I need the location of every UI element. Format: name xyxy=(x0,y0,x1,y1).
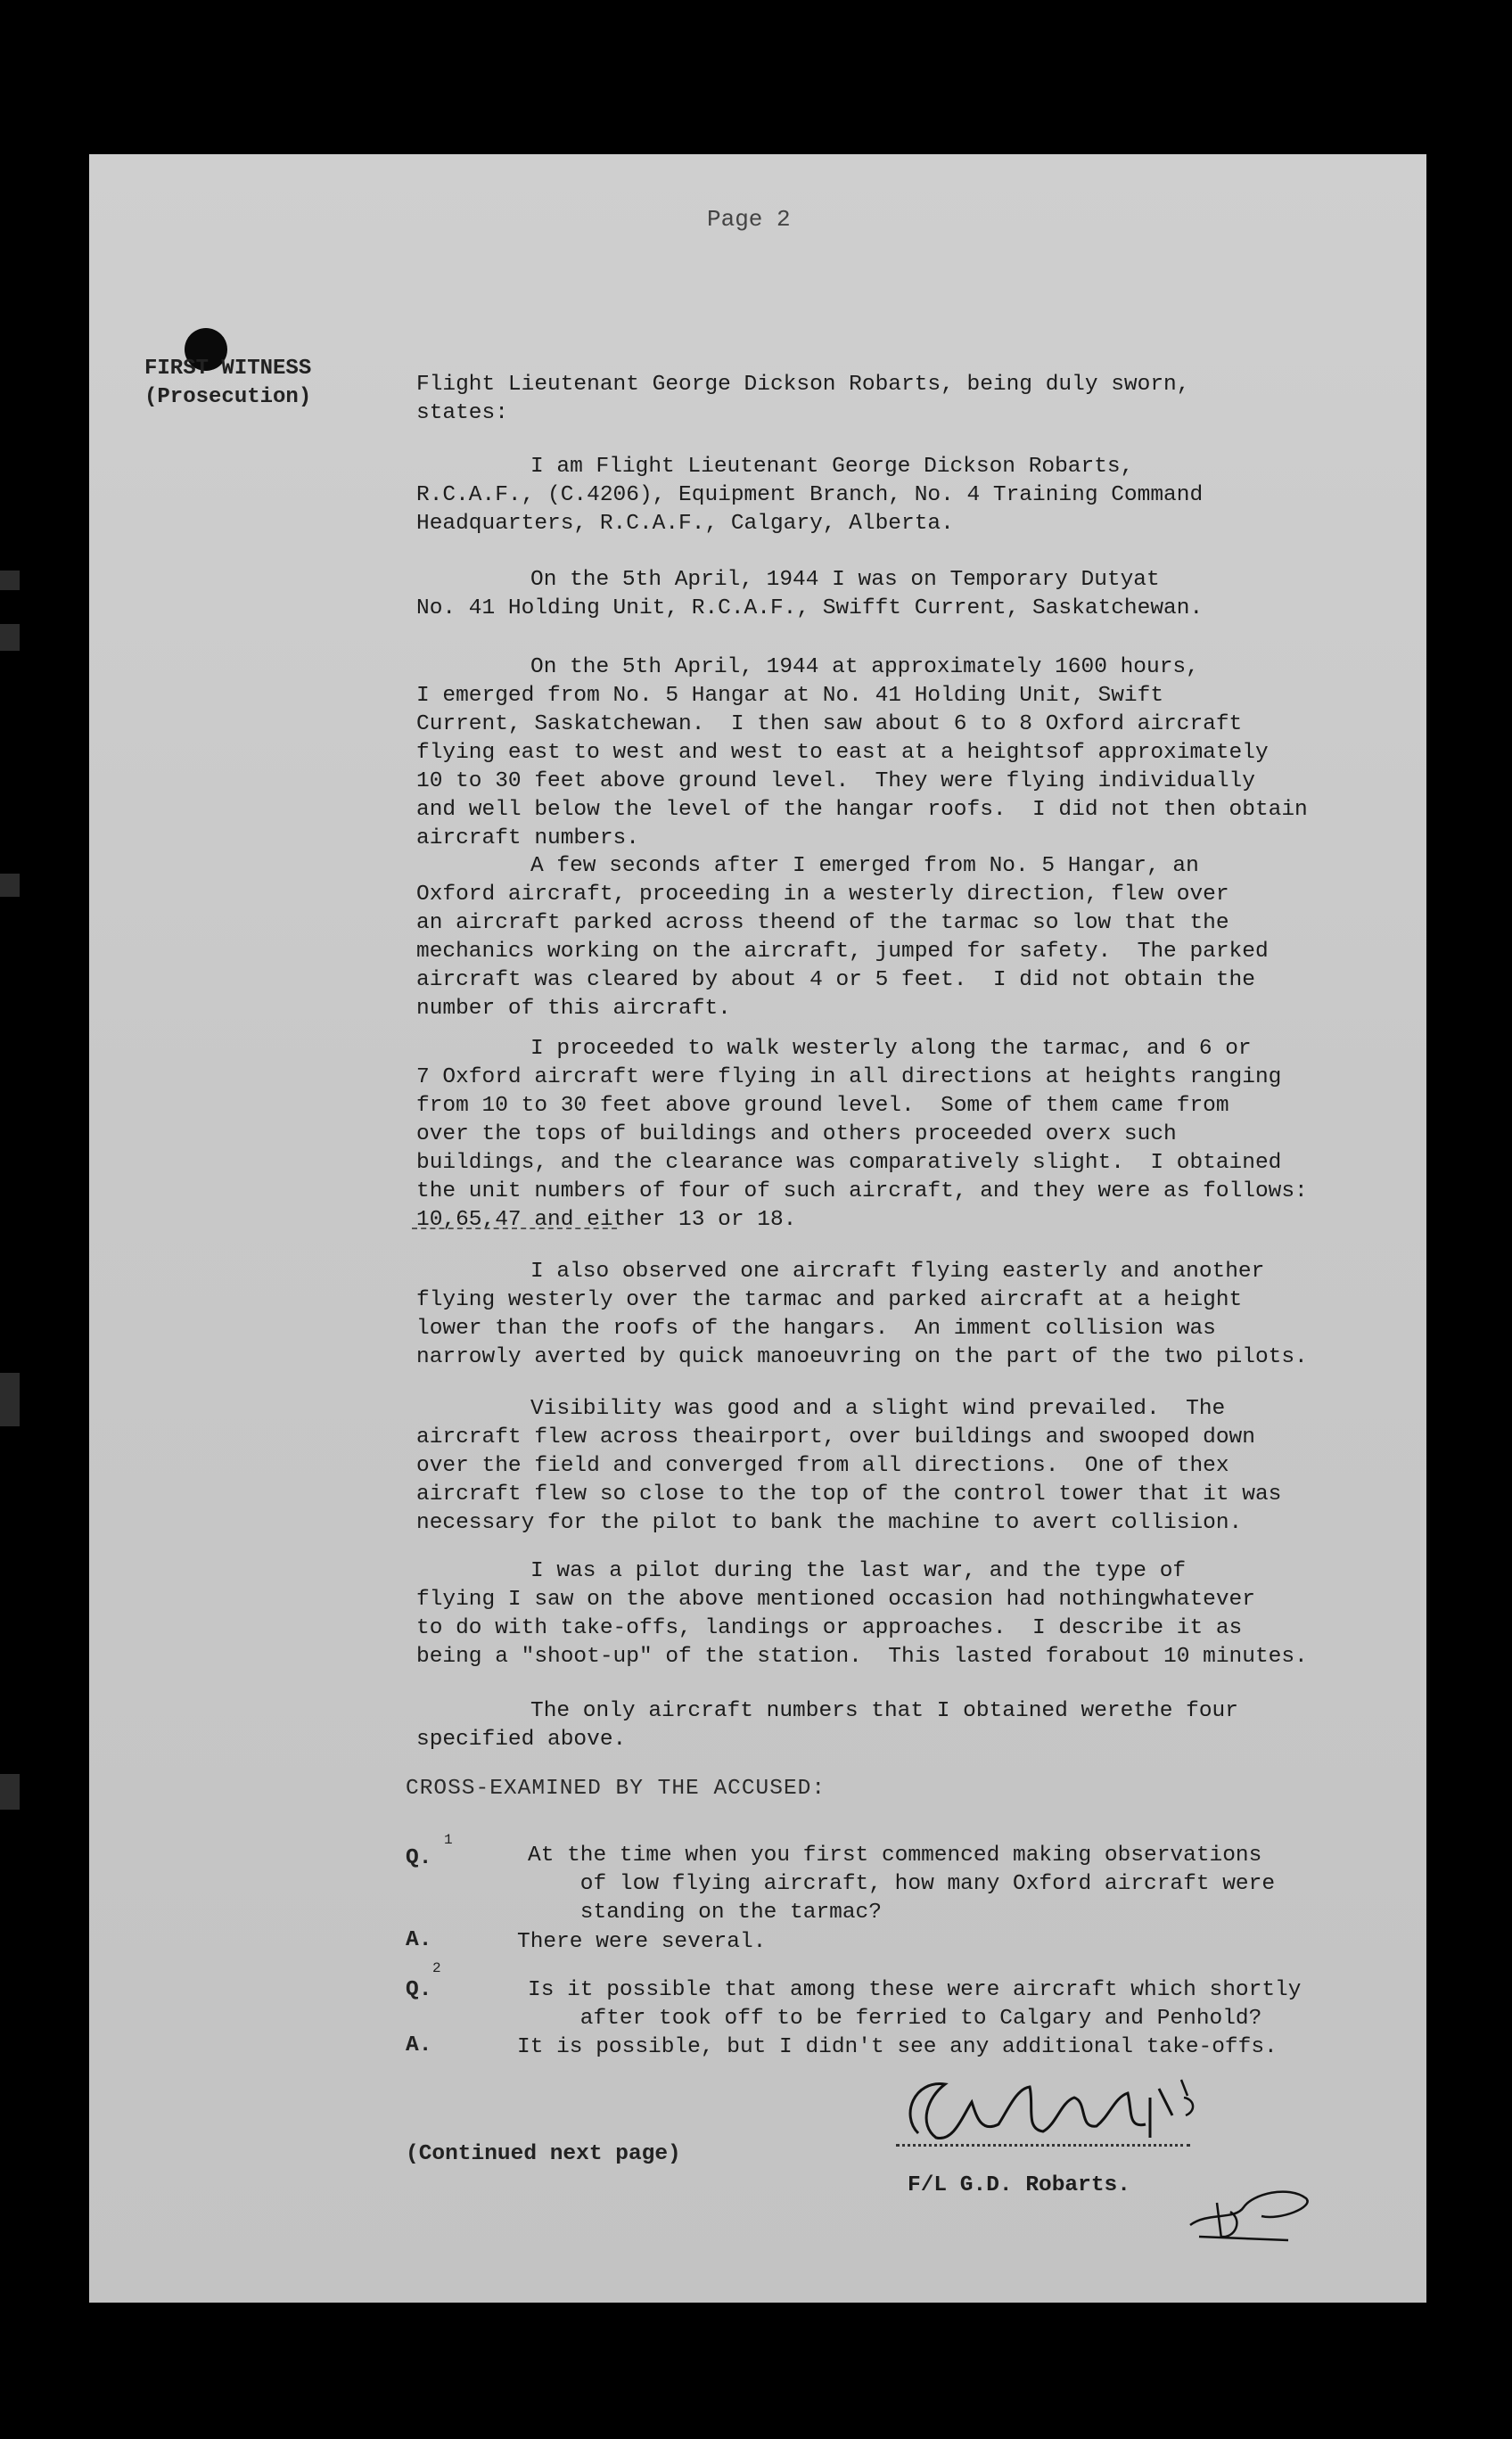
page-number: Page 2 xyxy=(707,206,791,233)
witness-label-line2: (Prosecution) xyxy=(144,385,312,409)
film-edge-mark xyxy=(0,1774,20,1810)
signature-line xyxy=(896,2144,1190,2147)
paragraph-summary: The only aircraft numbers that I obtained werethe four specified above. xyxy=(416,1699,1238,1752)
qa-text: There were several. xyxy=(517,1930,767,1954)
qa-label: A. xyxy=(406,1928,432,1952)
witness-label-line1: FIRST WITNESS xyxy=(144,357,312,381)
qa-label: Q. xyxy=(406,1846,432,1870)
witness-label xyxy=(144,355,311,412)
paragraph-unit-numbers: I proceeded to walk westerly along the tarmac, and 6 or 7 Oxford aircraft were flying in all directions at heights ranging from 10 to 30 feet above ground level. Some of them came from over the tops of buildings and others proceeded overx such buildings, and the clearance was comparatively slight. I obtained the unit numbers of four of such aircraft, and they were as follows: 10,65,47 and either 13 or 18. xyxy=(416,1037,1308,1232)
handwritten-underline xyxy=(412,1224,617,1229)
handwritten-initials xyxy=(1181,2176,1324,2247)
qa-text: Is it possible that among these were aircraft which shortly after took off to be ferried to Calgary and Penhold? xyxy=(528,1978,1302,2031)
qa-text: At the time when you first commenced making observations of low flying aircraft, how many Oxford aircraft were standing on the tarmac? xyxy=(528,1844,1276,1925)
paragraph-collision: I also observed one aircraft flying easterly and another flying westerly over the tarmac and parked aircraft at a height lower than the roofs of the hangars. An imment collision was narrowly averted by quick manoeuvring on the part of the two pilots. xyxy=(416,1260,1308,1369)
qa-text: It is possible, but I didn't see any additional take-offs. xyxy=(517,2035,1278,2059)
paragraph-duty: On the 5th April, 1944 I was on Temporary Dutyat No. 41 Holding Unit, R.C.A.F., Swifft Current, Saskatchewan. xyxy=(416,568,1204,620)
qa-number: 2 xyxy=(432,1960,441,1976)
qa-label: A. xyxy=(406,2033,432,2057)
paragraph-observation: On the 5th April, 1944 at approximately 1600 hours, I emerged from No. 5 Hangar at No. 41 Holding Unit, Swift Current, Saskatchewan. I then saw about 6 to 8 Oxford aircraft flying east to west and west to east at a heightsof approximately 10 to 30 feet above ground level. They were flying individually and well below the level of the hangar roofs. I did not then obtain aircraft numbers. xyxy=(416,655,1308,850)
qa-label: Q. xyxy=(406,1978,432,2002)
film-edge-mark xyxy=(0,571,20,590)
film-edge-mark xyxy=(0,1373,20,1426)
cross-examination-heading: CROSS-EXAMINED BY THE ACCUSED: xyxy=(406,1777,826,1801)
film-edge-mark xyxy=(0,624,20,651)
paragraph-identity: I am Flight Lieutenant George Dickson Robarts, R.C.A.F., (C.4206), Equipment Branch, No. 4 Training Command Headquarters, R.C.A.F., Calgary, Alberta. xyxy=(416,455,1204,536)
continued-note: (Continued next page) xyxy=(406,2142,681,2166)
paragraph-intro: Flight Lieutenant George Dickson Robarts, being duly sworn, states: xyxy=(416,373,1190,425)
document-page xyxy=(89,154,1426,2303)
qa-number: 1 xyxy=(444,1832,453,1848)
film-edge-mark xyxy=(0,874,20,897)
paragraph-shoot-up: I was a pilot during the last war, and the type of flying I saw on the above mentioned occasion had nothingwhatever to do with take-offs, landings or approaches. I describe it as being a "shoot-up" of the station. This lasted forabout 10 minutes. xyxy=(416,1559,1308,1669)
signature-name: F/L G.D. Robarts. xyxy=(908,2173,1130,2197)
paragraph-parked-aircraft: A few seconds after I emerged from No. 5 Hangar, an Oxford aircraft, proceeding in a westerly direction, flew over an aircraft parked across theend of the tarmac so low that the mechanics working on the aircraft, jumped for safety. The parked aircraft was cleared by about 4 or 5 feet. I did not obtain the number of this aircraft. xyxy=(416,854,1269,1021)
paragraph-visibility: Visibility was good and a slight wind prevailed. The aircraft flew across theairport, over buildings and swooped down over the field and converged from all directions. One of thex aircraft flew so close to the top of the control tower that it was necessary for the pilot to bank the machine to avert collision. xyxy=(416,1397,1282,1535)
